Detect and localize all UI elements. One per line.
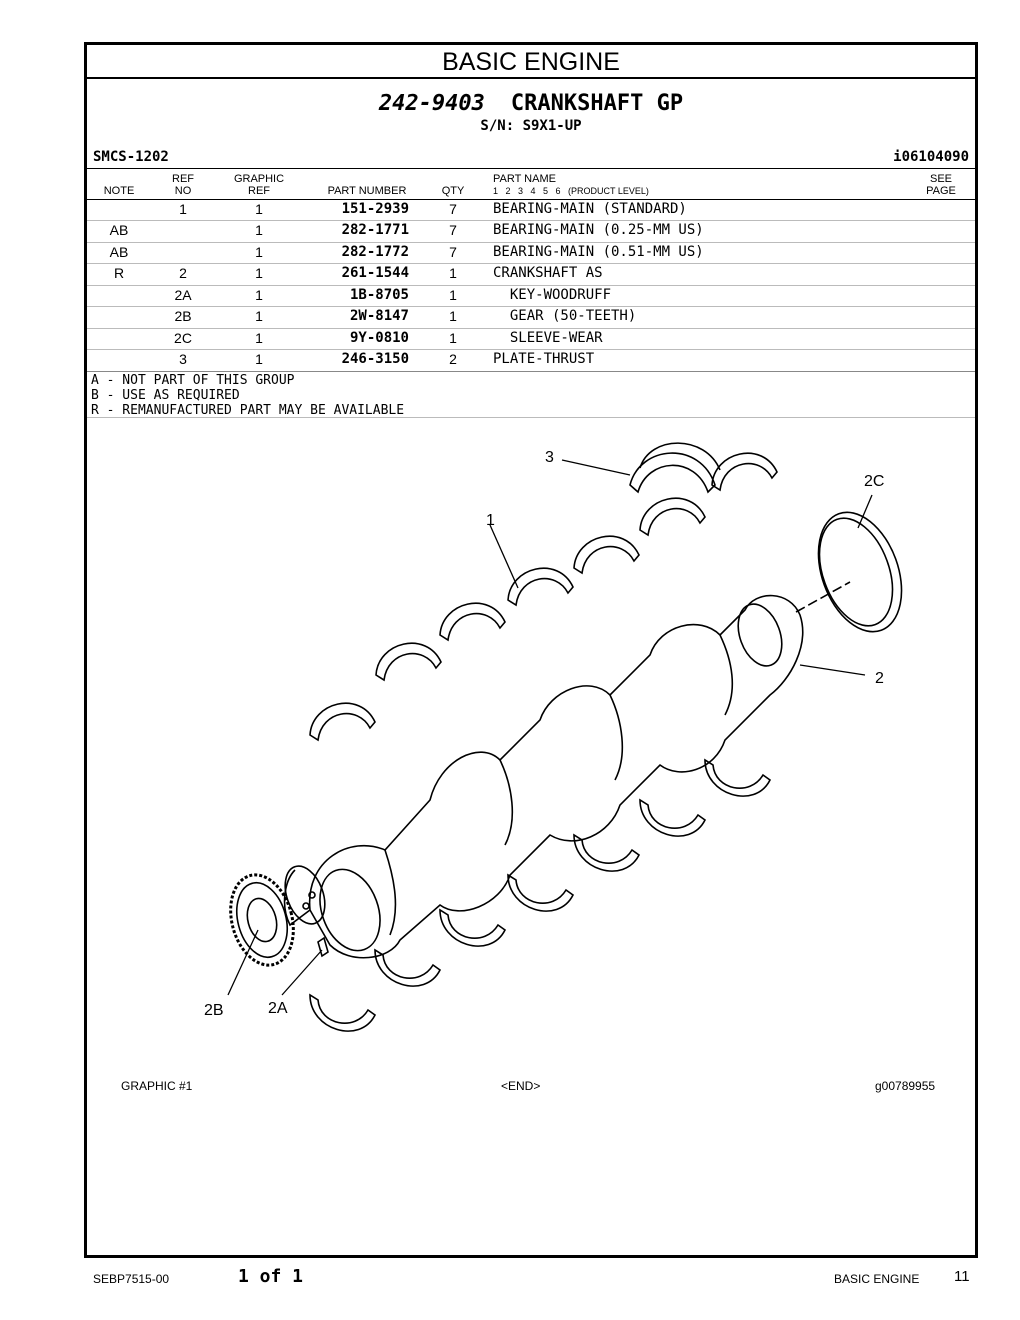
part-number-cell[interactable]: 151-2939	[341, 201, 409, 217]
qty-cell: 1	[449, 287, 457, 303]
graphic-cell: 1	[255, 351, 263, 367]
lower-bearing-shells	[310, 760, 770, 1031]
crankshaft-body	[278, 596, 803, 959]
ref-cell: 2	[179, 265, 187, 281]
group-heading	[87, 91, 975, 116]
note-cell: AB	[109, 222, 129, 238]
header-product-level: 1 2 3 4 5 6 (PRODUCT LEVEL)	[493, 186, 649, 196]
header-ref-bottom: NO	[174, 185, 192, 197]
graphic-cell: 1	[255, 287, 263, 303]
part-name-cell: CRANKSHAFT AS	[493, 265, 603, 281]
part-name-cell: BEARING-MAIN (STANDARD)	[493, 201, 687, 217]
part-name-cell: BEARING-MAIN (0.25-MM US)	[493, 222, 704, 238]
page-of: 1 of 1	[238, 1266, 304, 1287]
header-note: NOTE	[103, 185, 135, 197]
ref-cell: 2B	[174, 308, 192, 324]
qty-cell: 1	[449, 330, 457, 346]
document-id: SEBP7515-00	[93, 1272, 170, 1286]
qty-cell: 2	[449, 351, 457, 367]
part-number-cell[interactable]: 282-1771	[341, 222, 409, 238]
callout-1: 1	[486, 512, 495, 529]
callout-2b: 2B	[204, 1002, 224, 1019]
divider	[87, 417, 975, 418]
qty-cell: 1	[449, 265, 457, 281]
smcs-code: SMCS-1202	[93, 149, 169, 165]
note-b: B - USE AS REQUIRED	[91, 388, 240, 403]
table-row	[87, 349, 975, 371]
header-see-bottom: PAGE	[926, 185, 956, 197]
part-number-cell[interactable]: 1B-8705	[349, 287, 409, 303]
serial-number: S/N: S9X1-UP	[480, 118, 582, 134]
end-marker: <END>	[501, 1079, 541, 1093]
qty-cell: 7	[449, 201, 457, 217]
qty-cell: 1	[449, 308, 457, 324]
qty-cell: 7	[449, 222, 457, 238]
graphic-cell: 1	[255, 201, 263, 217]
header-qty: QTY	[441, 185, 465, 197]
ref-cell: 1	[179, 201, 187, 217]
qty-cell: 7	[449, 244, 457, 260]
header-part-name: PART NAME	[493, 173, 556, 185]
ref-cell: 2A	[174, 287, 192, 303]
graphic-label: GRAPHIC #1	[121, 1079, 193, 1093]
part-name-cell: SLEEVE-WEAR	[493, 330, 603, 346]
group-number: 242-9403	[378, 91, 485, 116]
part-number-cell[interactable]: 282-1772	[341, 244, 409, 260]
note-r: R - REMANUFACTURED PART MAY BE AVAILABLE	[91, 403, 405, 418]
callout-2a: 2A	[268, 1000, 288, 1017]
notes-legend	[91, 373, 404, 418]
graphic-cell: 1	[255, 330, 263, 346]
callout-2: 2	[875, 670, 884, 687]
graphic-cell: 1	[255, 244, 263, 260]
graphic-cell: 1	[255, 308, 263, 324]
part-number-cell[interactable]: 246-3150	[341, 351, 409, 367]
header-graphic-bottom: REF	[248, 185, 270, 197]
divider	[87, 168, 975, 169]
crankshaft-exploded-view	[200, 440, 920, 1060]
part-number-cell[interactable]: 9Y-0810	[349, 330, 409, 346]
thrust-plates	[630, 443, 720, 492]
ref-cell: 2C	[174, 330, 192, 346]
page-number: 11	[954, 1268, 970, 1285]
note-cell: AB	[109, 244, 129, 260]
header-see-top: SEE	[929, 173, 952, 185]
row-divider	[87, 371, 975, 372]
table-row	[87, 306, 975, 328]
table-row	[87, 199, 975, 221]
footer-section: BASIC ENGINE	[834, 1272, 920, 1286]
header-part-number: PART NUMBER	[327, 185, 407, 197]
group-name: CRANKSHAFT GP	[510, 91, 684, 116]
header-ref-top: REF	[172, 173, 194, 185]
header-graphic-top: GRAPHIC	[233, 173, 285, 185]
part-name-cell: KEY-WOODRUFF	[493, 287, 612, 303]
part-number-cell[interactable]: 261-1544	[341, 265, 409, 281]
note-a: A - NOT PART OF THIS GROUP	[91, 373, 295, 388]
ref-cell: 3	[179, 351, 187, 367]
callout-2c: 2C	[864, 473, 885, 490]
part-name-cell: GEAR (50-TEETH)	[493, 308, 637, 324]
graphic-cell: 1	[255, 265, 263, 281]
section-title: BASIC ENGINE	[87, 45, 975, 79]
table-row	[87, 285, 975, 307]
part-number-cell[interactable]: 2W-8147	[349, 308, 409, 324]
part-name-cell: BEARING-MAIN (0.51-MM US)	[493, 244, 704, 260]
table-row	[87, 220, 975, 242]
graphic-cell: 1	[255, 222, 263, 238]
callout-3: 3	[545, 449, 554, 466]
part-name-cell: PLATE-THRUST	[493, 351, 595, 367]
note-cell: R	[113, 265, 125, 281]
table-row	[87, 242, 975, 264]
table-row	[87, 328, 975, 350]
graphic-id: g00789955	[875, 1079, 936, 1093]
table-row	[87, 263, 975, 285]
illustration-id: i06104090	[893, 149, 969, 165]
crankshaft-gear	[221, 868, 303, 972]
upper-bearing-shells	[310, 453, 777, 740]
